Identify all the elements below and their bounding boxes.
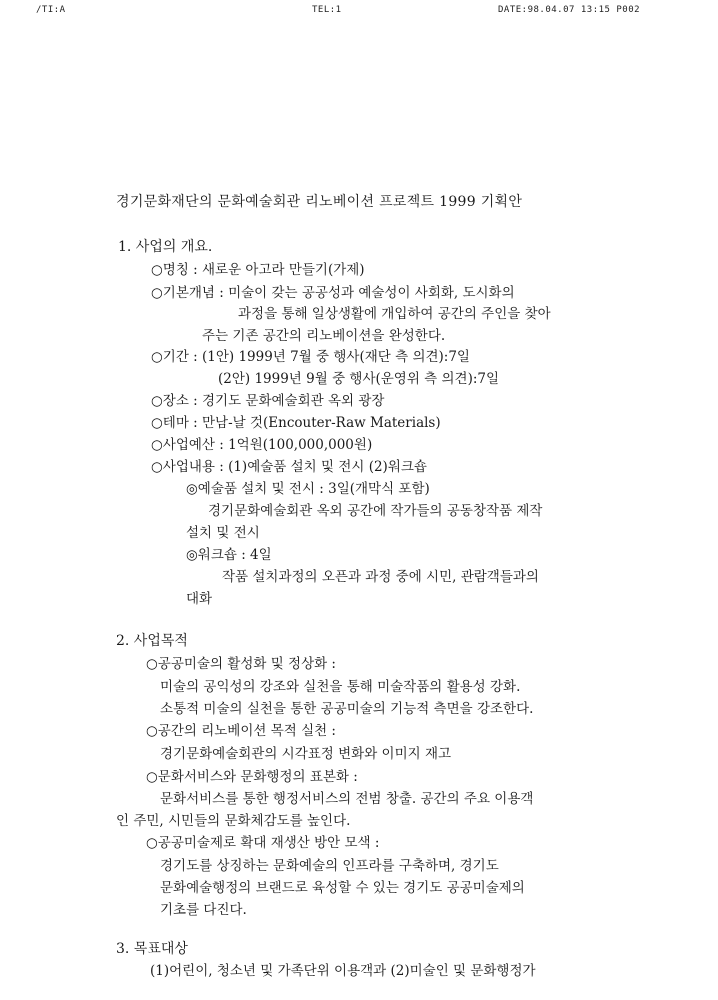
section-3-heading: 3. 목표대상 [116,941,188,957]
section-2-line: 인 주민, 시민들의 문화체감도를 높인다. [116,813,351,829]
fax-header-tel: TEL:1 [312,5,342,15]
section-2-line: ○문화서비스와 문화행정의 표본화 : [146,769,358,785]
section-1-line: ○테마 : 만남-날 것(Encouter-Raw Materials) [151,415,441,431]
section-2-heading: 2. 사업목적 [116,633,188,649]
section-2-line: ○공간의 리노베이션 목적 실천 : [146,723,336,739]
section-2-line: 미술의 공익성의 강조와 실천을 통해 미술작품의 활용성 강화. [160,679,521,695]
section-1-line: 대화 [186,591,213,607]
section-2-line: 경기도를 상징하는 문화예술의 인프라를 구축하며, 경기도 [160,858,499,874]
section-1-line: ○명칭 : 새로운 아고라 만들기(가제) [151,262,365,278]
section-2-line: ○공공미술제로 확대 재생산 방안 모색 : [146,835,380,851]
section-2-line: 소통적 미술의 실천을 통한 공공미술의 기능적 측면을 강조한다. [160,701,534,717]
document-title: 경기문화재단의 문화예술회관 리노베이션 프로젝트 1999 기획안 [116,194,523,210]
section-1-line: 주는 기존 공간의 리노베이션을 완성한다. [202,328,446,344]
section-1-line: ○사업내용 : (1)예술품 설치 및 전시 (2)워크숍 [151,459,427,475]
section-1-line: ◎워크숍 : 4일 [186,547,272,563]
section-2-line: 경기문화예술회관의 시각표정 변화와 이미지 재고 [160,746,452,762]
section-1-line: 경기문화예술회관 옥외 공간에 작가들의 공동창작품 제작 [208,503,543,519]
section-1-line: ○장소 : 경기도 문화예술회관 옥외 광장 [151,393,385,409]
fax-header-date: DATE:98.04.07 13:15 P002 [498,5,641,15]
section-1-line: 작품 설치과정의 오픈과 과정 중에 시민, 관람객들과의 [222,569,539,585]
section-2-line: 문화예술행정의 브랜드로 육성할 수 있는 경기도 공공미술제의 [160,880,525,896]
section-1-heading: 1. 사업의 개요. [118,239,213,255]
section-1-line: ◎예술품 설치 및 전시 : 3일(개막식 포함) [186,481,430,497]
section-1-line: 설치 및 전시 [186,525,260,541]
section-1-line: ○기간 : (1안) 1999년 7월 중 행사(재단 측 의견):7일 [151,349,470,365]
section-1-line: 과정을 통해 일상생활에 개입하여 공간의 주인을 찾아 [238,306,551,322]
section-2-line: 문화서비스를 통한 행정서비스의 전범 창출. 공간의 주요 이용객 [160,791,534,807]
fax-header-id: /TI:A [36,5,66,15]
section-2-line: 기초를 다진다. [160,902,247,918]
section-1-line: ○사업예산 : 1억원(100,000,000원) [151,437,373,453]
section-1-line: (2안) 1999년 9월 중 행사(운영위 측 의견):7일 [218,371,500,387]
section-2-line: ○공공미술의 활성화 및 정상화 : [146,656,336,672]
section-1-line: ○기본개념 : 미술이 갖는 공공성과 예술성이 사회화, 도시화의 [151,285,515,301]
section-3-line: (1)어린이, 청소년 및 가족단위 이용객과 (2)미술인 및 문화행정가 [150,963,536,979]
